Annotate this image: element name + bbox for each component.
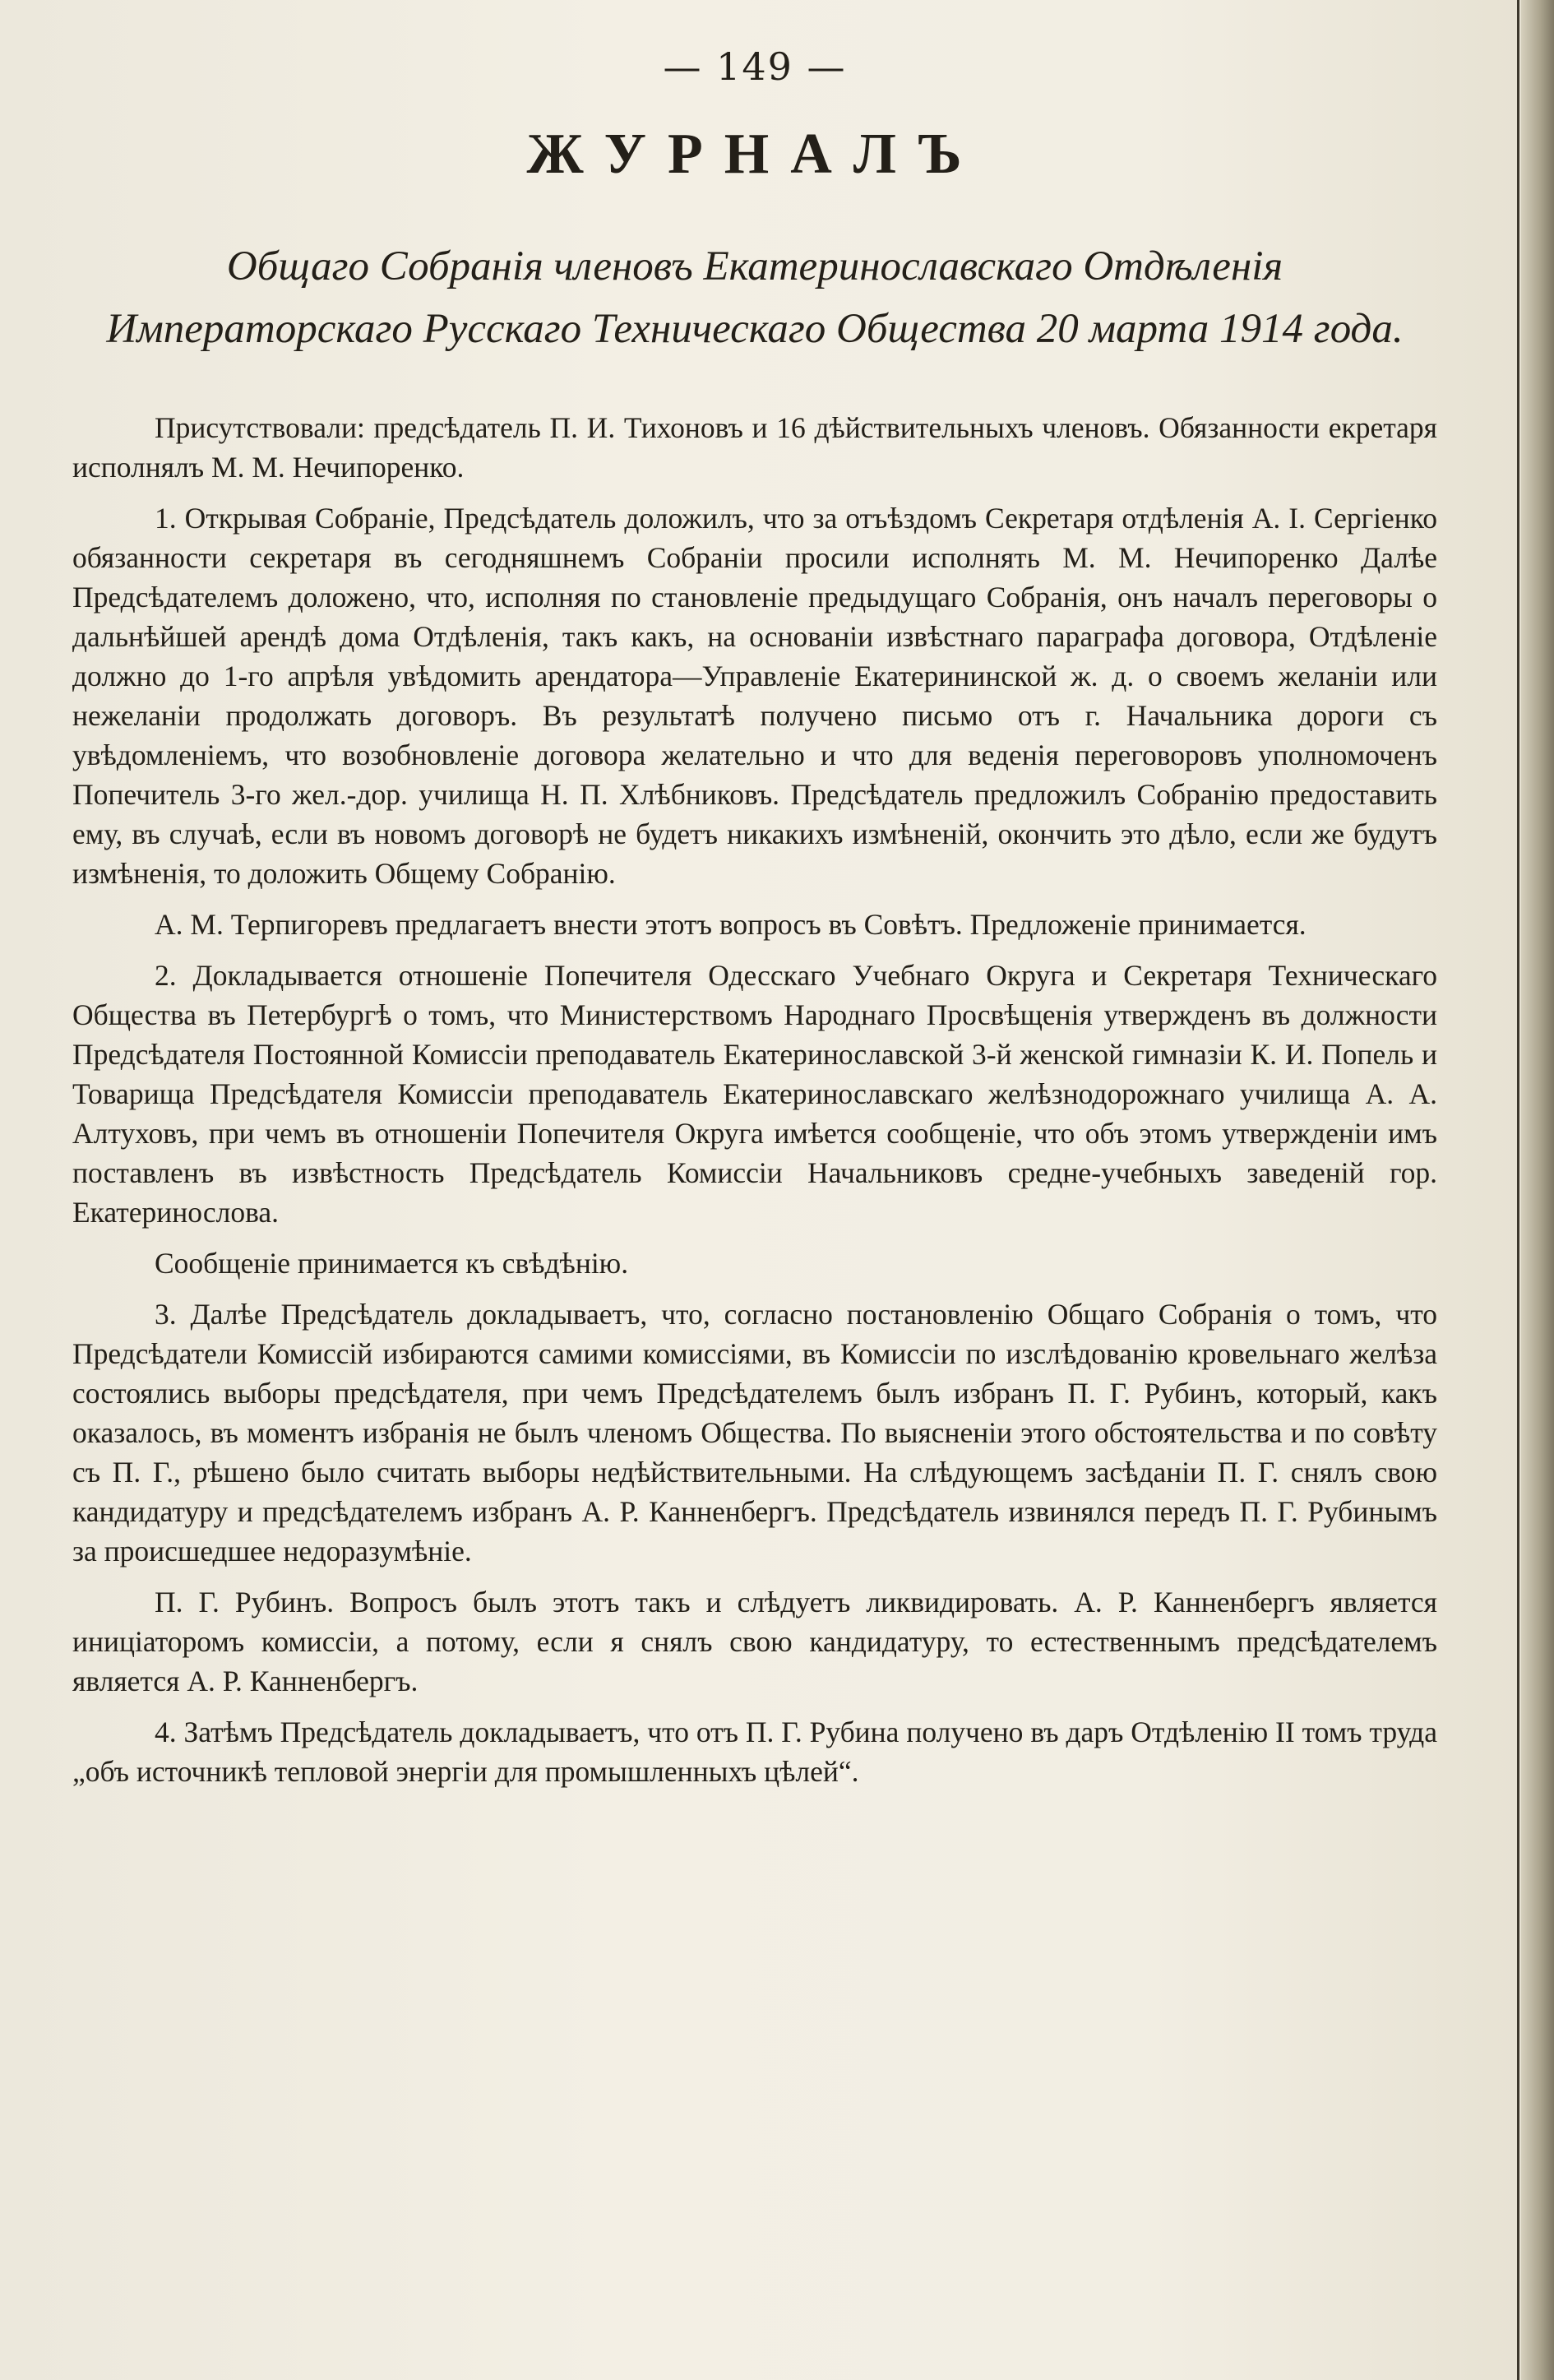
paragraph-rubin: П. Г. Рубинъ. Вопросъ былъ этотъ такъ и слѣдуетъ ликвидировать. А. Р. Канненбергъ является иниціаторомъ комиссіи, а потому, если я снялъ свою кандидатуру, то естественнымъ предсѣдателемъ является А. Р. Канненбергъ. [72,1586,1437,1697]
page-content [72,44,1437,1803]
document-title: ЖУРНАЛЪ [526,123,983,186]
document-subtitle: Общаго Собранія членовъ Екатеринославскаго Отдѣленія Императорскаго Русскаго Техническаго Общества 20 марта 1914 года. [106,243,1404,352]
paragraph-item-2: 2. Докладывается отношеніе Попечителя Одесскаго Учебнаго Округа и Секретаря Техническаго Общества въ Петербургѣ о томъ, что Министерствомъ Народнаго Просвѣщенія утвержденъ въ должности Предсѣдателя Постоянной Комиссіи преподаватель Екатеринославской 3-й женской гимназіи К. И. Попель и Товарища Предсѣдателя Комиссіи преподаватель Екатеринославскаго желѣзнодорожнаго училища А. А. Алтуховъ, при чемъ въ отношеніи Попечителя Округа имѣется сообщеніе, что объ этомъ утвержденіи имъ поставленъ въ извѣстность Предсѣдатель Комиссіи Начальниковъ средне-учебныхъ заведеній гор. Екатеринослова. [72,959,1437,1229]
paragraph-attendance: Присутствовали: предсѣдатель П. И. Тихоновъ и 16 дѣйствительныхъ членовъ. Обязанности екретаря исполнялъ М. М. Нечипоренко. [72,411,1437,484]
body-text [72,408,1437,1791]
page-number: — 149 — [663,44,847,89]
paragraph-item-3: 3. Далѣе Предсѣдатель докладываетъ, что, согласно постановленію Общаго Собранія о томъ, что Предсѣдатели Комиссій избираются самими комиссіями, въ Комиссіи по изслѣдованію кровельнаго желѣза состоялись выборы предсѣдателя, при чемъ Предсѣдателемъ былъ избранъ П. Г. Рубинъ, который, какъ оказалось, въ моментъ избранія не былъ членомъ Общества. По выясненіи этого обстоятельства и по совѣту съ П. Г., рѣшено было считать выборы недѣйствительными. На слѣдующемъ засѣданіи П. Г. снялъ свою кандидатуру и предсѣдателемъ избранъ А. Р. Канненбергъ. Предсѣдатель извинялся передъ П. Г. Рубинымъ за происшедшее недоразумѣніе. [72,1298,1437,1567]
book-spine-edge [1521,0,1554,2380]
paragraph-terpigorev: А. М. Терпигоревъ предлагаетъ внести этотъ вопросъ въ Совѣтъ. Предложеніе принимается. [155,908,1307,941]
paragraph-noted: Сообщеніе принимается къ свѣдѣнію. [155,1247,629,1280]
page-edge-line [1517,0,1519,2380]
paragraph-item-1: 1. Открывая Собраніе, Предсѣдатель доложилъ, что за отъѣздомъ Секретаря отдѣленія А. I. Сергіенко обязанности секретаря въ сегодняшнемъ Собраніи просили исполнять М. М. Нечипоренко Далѣе Предсѣдателемъ доложено, что, исполняя по становленіе предыдущаго Собранія, онъ началъ переговоры о дальнѣйшей арендѣ дома Отдѣленія, такъ какъ, на основаніи извѣстнаго параграфа договора, Отдѣленіе должно до 1-го апрѣля увѣдомить арендатора—Управленіе Екатерининской ж. д. о своемъ желаніи или нежеланіи продолжать договоръ. Въ результатѣ получено письмо отъ г. Начальника дороги съ увѣдомленіемъ, что возобновленіе договора желательно и что для веденія переговоровъ уполномоченъ Попечитель 3-го жел.-дор. училища Н. П. Хлѣбниковъ. Предсѣдатель предложилъ Собранію предоставить ему, въ случаѣ, если въ новомъ договорѣ не будетъ никакихъ измѣненій, окончить это дѣло, если же будутъ измѣненія, то доложить Общему Собранію. [72,502,1437,890]
paragraph-item-4: 4. Затѣмъ Предсѣдатель докладываетъ, что отъ П. Г. Рубина получено въ даръ Отдѣленію II томъ труда „объ источникѣ тепловой энергіи для промышленныхъ цѣлей“. [72,1716,1437,1788]
